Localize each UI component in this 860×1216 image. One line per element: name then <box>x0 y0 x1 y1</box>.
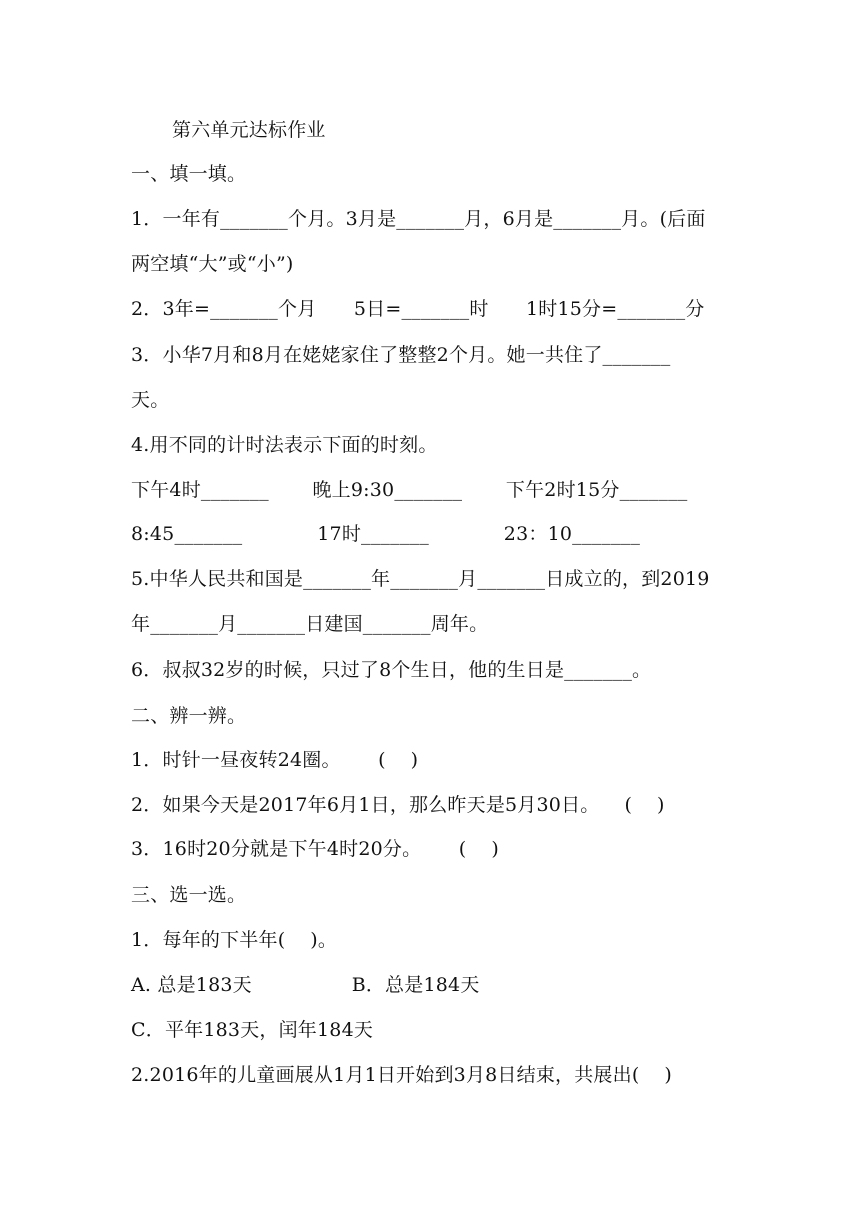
question-5-line-1: 5.中华人民共和国是_______年_______月_______日成立的，到2019 <box>131 568 710 590</box>
question-4: 4.用不同的计时法表示下面的时刻。 <box>131 434 438 456</box>
section-heading-choose: 三、选一选。 <box>131 884 247 906</box>
question-1-line-2: 两空填“大”或“小”) <box>131 253 294 275</box>
question-4-row-1: 下午4时_______ 晚上9:30_______ 下午2时15分_______ <box>131 479 688 501</box>
question-4-row-2: 8:45_______ 17时_______ 23：10_______ <box>131 523 641 545</box>
question-6: 6．叔叔32岁的时候，只过了8个生日，他的生日是_______。 <box>131 659 652 681</box>
question-3-line-1: 3．小华7月和8月在姥姥家住了整整2个月。她一共住了_______ <box>131 344 671 366</box>
judge-question-2: 2．如果今天是2017年6月1日，那么昨天是5月30日。 ( ) <box>131 794 665 816</box>
question-5-line-2: 年_______月_______日建国_______周年。 <box>131 613 489 635</box>
question-3-line-2: 天。 <box>131 389 170 411</box>
choice-question-1-options-row-1: A. 总是183天 B．总是184天 <box>131 974 480 996</box>
choice-question-1-options-row-2: C．平年183天，闰年184天 <box>131 1019 374 1041</box>
judge-question-3: 3．16时20分就是下午4时20分。 ( ) <box>131 838 499 860</box>
question-2: 2．3年=_______个月 5日=_______时 1时15分=_______分 <box>131 298 705 320</box>
choice-question-2: 2.2016年的儿童画展从1月1日开始到3月8日结束，共展出( ) <box>131 1064 673 1086</box>
section-heading-judge: 二、辨一辨。 <box>131 705 247 727</box>
section-heading-fill: 一、填一填。 <box>131 163 247 185</box>
question-1-line-1: 1．一年有_______个月。3月是_______月，6月是_______月。(后面 <box>131 208 706 230</box>
judge-question-1: 1．时针一昼夜转24圈。 ( ) <box>131 749 419 771</box>
page-title: 第六单元达标作业 <box>172 119 326 141</box>
choice-question-1: 1．每年的下半年( )。 <box>131 929 338 951</box>
